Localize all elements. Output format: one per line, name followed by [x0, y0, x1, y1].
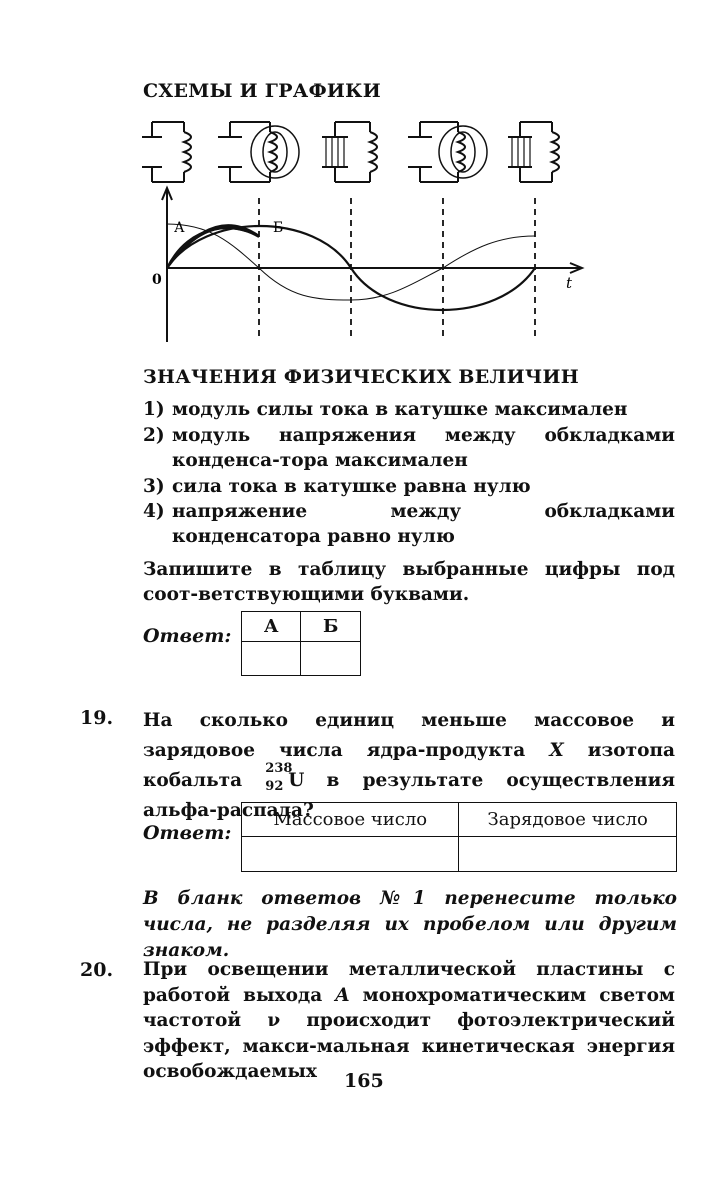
col-mass-header: Массовое число — [242, 803, 459, 837]
answer-table-18 — [241, 611, 361, 676]
col-b-header: Б — [301, 612, 361, 642]
answer-label-19: Ответ: — [143, 822, 232, 844]
instruction-text: Запишите в таблицу выбранные цифры под соот-ветствующими буквами. — [143, 559, 675, 605]
list-item-1 — [143, 397, 675, 422]
question-20-number: 20. — [80, 959, 114, 981]
origin-label: 0 — [152, 272, 162, 288]
question-20-text — [143, 957, 675, 1085]
q20-text-end: монохроматическим светом частотой ν происходит фотоэлектрический эффект, макси-мальная кинетическая энергия освобождаемых — [143, 984, 675, 1082]
list-item-num: 3) — [143, 476, 165, 497]
answer-cell-mass[interactable] — [242, 837, 459, 872]
q19-nuclide — [265, 761, 305, 794]
q20-var-a: A — [335, 984, 350, 1006]
list-item-text: напряжение между обкладками конденсатора равно нулю — [172, 501, 675, 547]
q19-text-mid: изотопа кобальта — [143, 740, 675, 791]
section-schemes-title: СХЕМЫ И ГРАФИКИ — [143, 80, 381, 102]
q19-charge-number: 92 — [265, 779, 284, 794]
circuit-2 — [218, 122, 299, 182]
answer-label: Ответ: — [143, 625, 232, 647]
circuit-3 — [322, 122, 377, 182]
answer-cell-b[interactable] — [301, 642, 361, 676]
q19-element-symbol: U — [288, 770, 305, 791]
lc-oscillation-diagram — [130, 112, 590, 344]
list-item-text: модуль напряжения между обкладками конденса-тора максимален — [172, 425, 675, 471]
answer-cell-a[interactable] — [242, 642, 301, 676]
list-item-num: 2) — [143, 425, 165, 446]
list-item-num: 1) — [143, 399, 165, 420]
q19-mass-number: 238 — [265, 761, 293, 776]
page-number: 165 — [344, 1070, 384, 1092]
list-item-3 — [143, 474, 675, 499]
list-item-4 — [143, 499, 675, 549]
answer-table-19 — [241, 802, 677, 872]
circuit-5 — [508, 122, 559, 182]
t-axis-label: t — [566, 274, 573, 292]
list-item-2 — [143, 423, 675, 473]
curve-b-label: Б — [273, 220, 284, 236]
q19-var-x: X — [549, 740, 564, 761]
circuit-4 — [408, 122, 487, 182]
list-item-text: сила тока в катушке равна нулю — [172, 476, 531, 497]
q20-text-start: При освещении металлической пластины с работой выхода — [143, 959, 675, 1006]
curve-a-label: А — [174, 220, 185, 236]
question-19-number: 19. — [80, 707, 114, 729]
circuit-1 — [142, 122, 191, 182]
col-a-header: А — [242, 612, 301, 642]
section-values-title: ЗНАЧЕНИЯ ФИЗИЧЕСКИХ ВЕЛИЧИН — [143, 366, 580, 388]
q19-text-after: в результате осуществления альфа-распада? — [143, 770, 675, 821]
transfer-note: В бланк ответов №1 перенесите только числа, не разделяя их пробелом или другим знаком. — [143, 888, 677, 961]
list-item-num: 4) — [143, 501, 165, 522]
col-charge-header: Зарядовое число — [459, 803, 677, 837]
answer-cell-charge[interactable] — [459, 837, 677, 872]
q19-text-before: На сколько единиц меньше массовое и зарядовое числа ядра-продукта — [143, 710, 675, 761]
list-item-text: модуль силы тока в катушке максимален — [172, 399, 628, 420]
